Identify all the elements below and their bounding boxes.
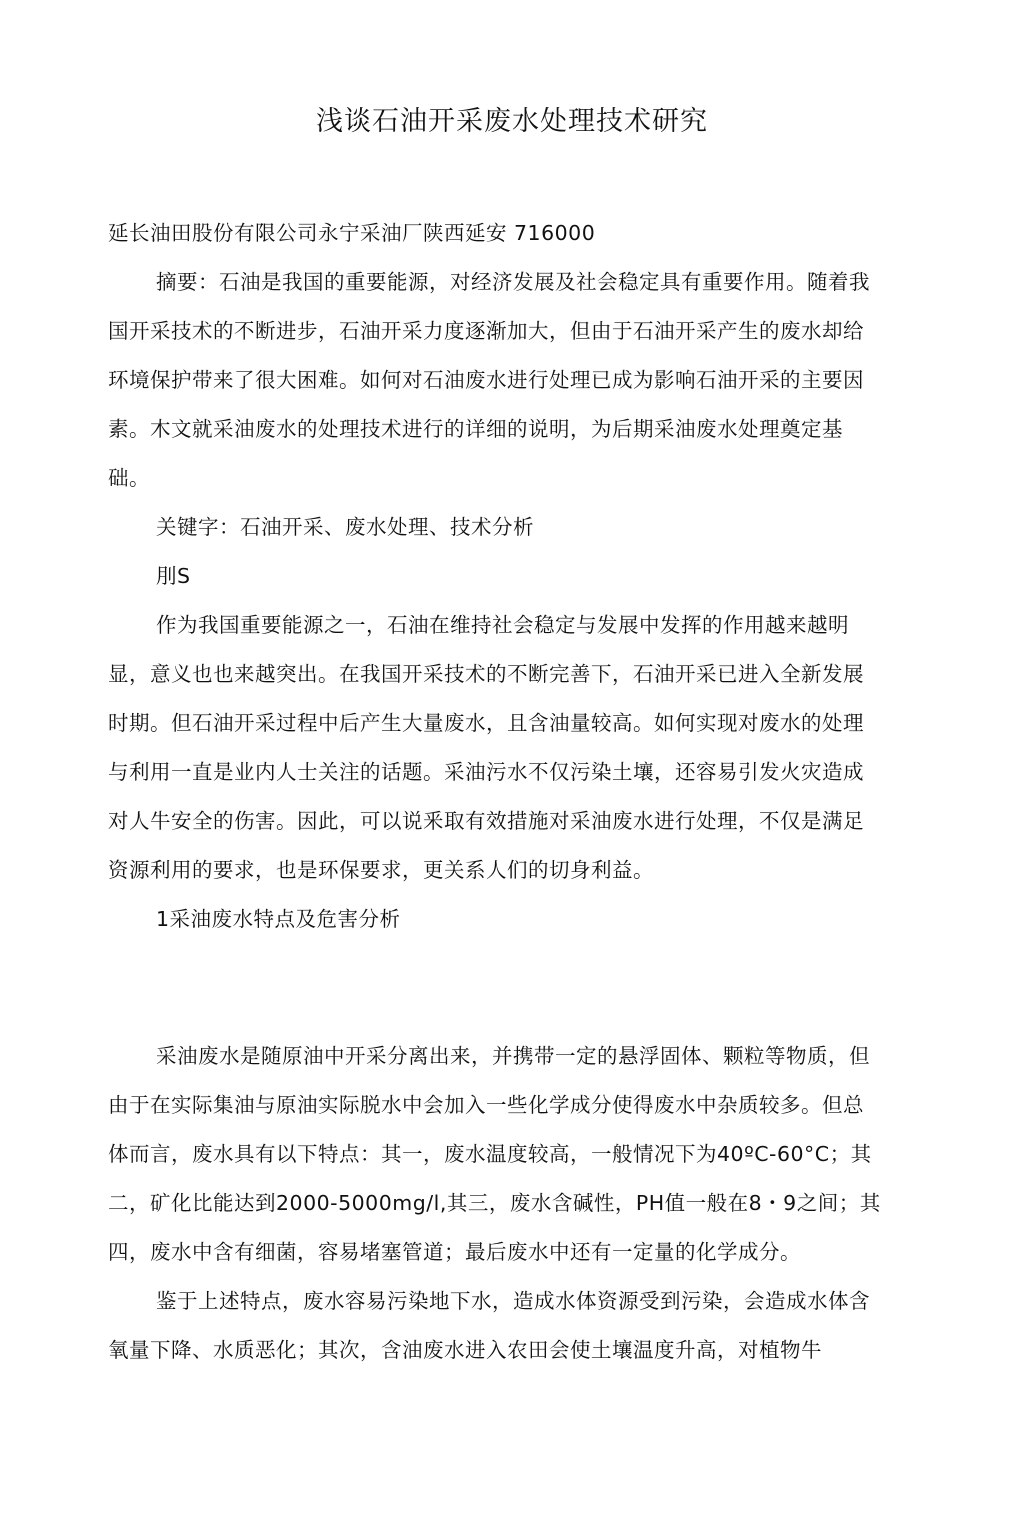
section-1-heading: 1采油废水特点及危害分析	[156, 907, 401, 931]
affiliation: 延长油田股份有限公司永宁采油厂陕西延安 716000	[108, 221, 596, 245]
section-1-body	[108, 1032, 884, 1375]
document-title: 浅谈石油开采废水处理技术研究	[316, 106, 708, 137]
preface-heading: 刖S	[156, 564, 191, 588]
section-1-paragraph-2: 鉴于上述特点，废水容易污染地下水，造成水体资源受到污染，会造成水体含氧量下降、水质恶化；其次，含油废水进入农田会使土壤温度升高，对植物牛	[108, 1289, 870, 1362]
abstract-paragraph: 摘要：石油是我国的重要能源，对经济发展及社会稳定具有重要作用。随着我国开采技术的不断进步，石油开采力度逐渐加大，但由于石油开采产生的废水却给环境保护带来了很大困难。如何对石油废水进行处理已成为影响石油开采的主要因素。木文就采油废水的处理技术进行的详细的说明，为后期采油废水处理奠定基础。	[108, 270, 870, 490]
keywords-line: 关键字：石油开采、废水处理、技术分析	[156, 515, 534, 539]
affiliation-block	[108, 209, 884, 258]
front-matter	[108, 258, 884, 944]
section-1-paragraph-1: 采油废水是随原油中开采分离出来，并携带一定的悬浮固体、颗粒等物质，但由于在实际集油与原油实际脱水中会加入一些化学成分使得废水中杂质较多。但总体而言，废水具有以下特点：其一，废水温度较高，一般情况下为40ºC-60°C；其二，矿化比能达到2000-5000mg/l,其三，废水含碱性，PH值一般在8・9之间；其四，废水中含有细菌，容易堵塞管道；最后废水中还有一定量的化学成分。	[108, 1044, 881, 1264]
preface-paragraph: 作为我国重要能源之一，石油在维持社会稳定与发展中发挥的作用越来越明显，意义也也来越突出。在我国开采技术的不断完善下，石油开采已进入全新发展时期。但石油开采过程中后产生大量废水，且含油量较高。如何实现对废水的处理与利用一直是业内人士关注的话题。采油污水不仅污染土壤，还容易引发火灾造成对人牛安全的伤害。因此，可以说釆取有效措施对采油废水进行处理，不仅是满足资源利用的要求，也是环保要求，更关系人们的切身利益。	[108, 613, 864, 882]
